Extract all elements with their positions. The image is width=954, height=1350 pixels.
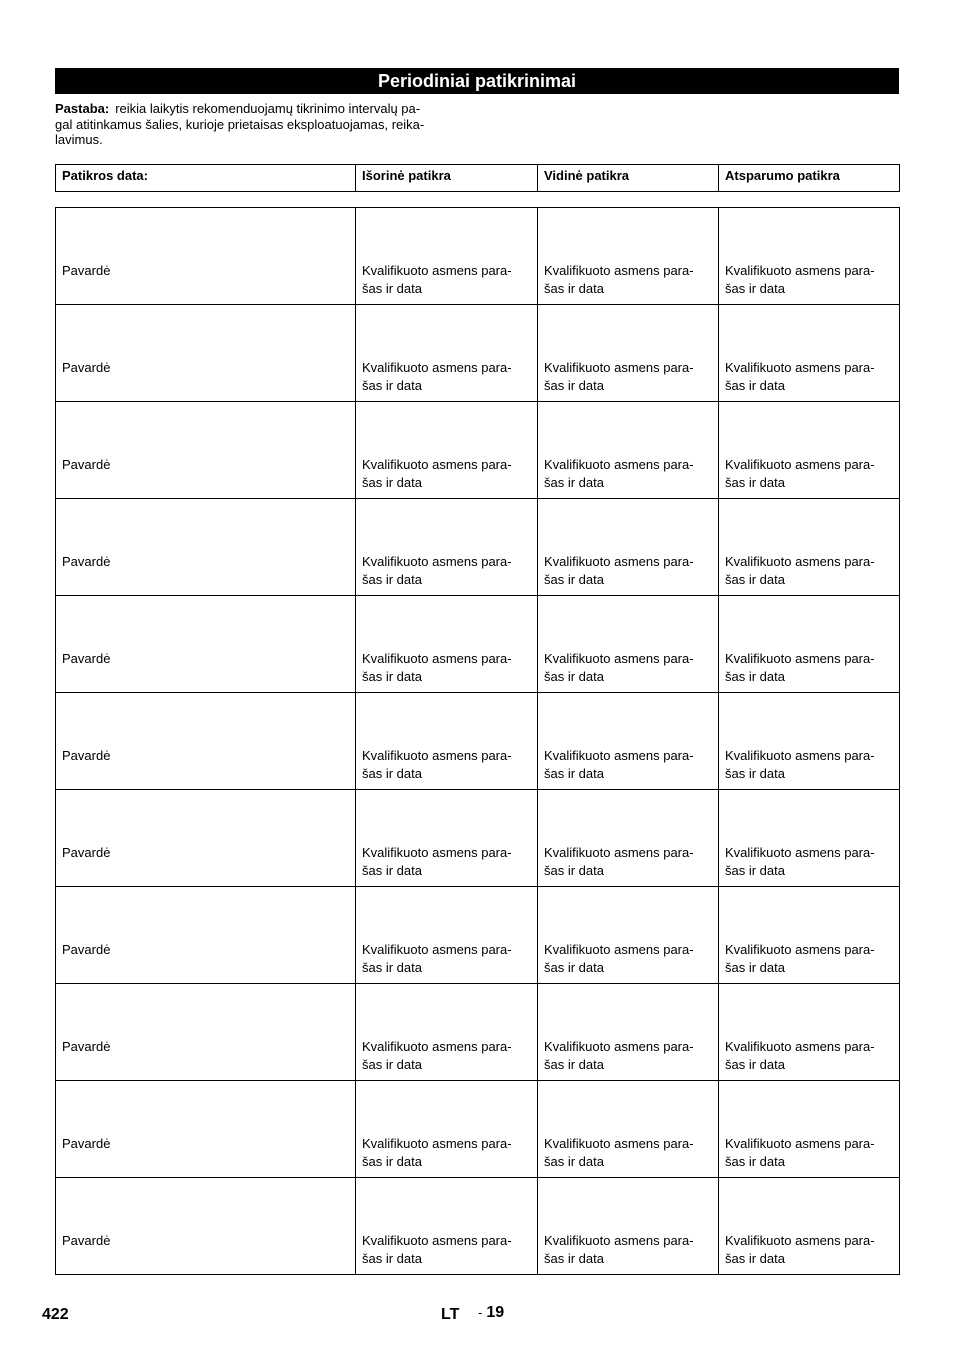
signature-label bbox=[544, 844, 694, 879]
name-cell bbox=[56, 1178, 356, 1274]
internal-signature-cell bbox=[538, 887, 719, 983]
signature-text-line-1: Kvalifikuoto asmens para- bbox=[544, 1233, 694, 1248]
signature-text-line-2: šas ir data bbox=[544, 1153, 604, 1169]
note-line-2: gal atitinkamus šalies, kurioje prietaisas eksploatuojamas, reika- bbox=[55, 116, 425, 132]
internal-signature-cell bbox=[538, 499, 719, 595]
signature-text-line-2: šas ir data bbox=[544, 959, 604, 975]
signature-text-line-1: Kvalifikuoto asmens para- bbox=[362, 263, 512, 278]
signature-text-line-2: šas ir data bbox=[725, 862, 785, 878]
name-label bbox=[62, 262, 110, 280]
name-text: Pavardė bbox=[62, 1233, 111, 1248]
signature-text-line-1: Kvalifikuoto asmens para- bbox=[725, 457, 875, 472]
signature-label bbox=[725, 941, 875, 976]
signature-label bbox=[544, 456, 694, 491]
signature-label bbox=[725, 262, 875, 297]
signature-text-line-2: šas ir data bbox=[362, 571, 422, 587]
note-paragraph bbox=[55, 101, 475, 148]
signature-text-line-1: Kvalifikuoto asmens para- bbox=[725, 1039, 875, 1054]
signature-text-line-1: Kvalifikuoto asmens para- bbox=[362, 942, 512, 957]
signature-label bbox=[362, 1135, 512, 1170]
signature-text-line-1: Kvalifikuoto asmens para- bbox=[362, 1233, 512, 1248]
signature-label bbox=[725, 456, 875, 491]
signature-text-line-2: šas ir data bbox=[725, 377, 785, 393]
resistance-signature-cell bbox=[719, 984, 899, 1080]
table-row bbox=[56, 1178, 899, 1275]
table-row bbox=[56, 402, 899, 499]
signature-text-line-1: Kvalifikuoto asmens para- bbox=[362, 845, 512, 860]
internal-signature-cell bbox=[538, 693, 719, 789]
table-row bbox=[56, 305, 899, 402]
signature-text-line-1: Kvalifikuoto asmens para- bbox=[544, 554, 694, 569]
name-text: Pavardė bbox=[62, 748, 111, 763]
name-cell bbox=[56, 499, 356, 595]
signature-text-line-1: Kvalifikuoto asmens para- bbox=[725, 263, 875, 278]
signature-label bbox=[544, 1038, 694, 1073]
name-cell bbox=[56, 402, 356, 498]
header-date: Patikros data: bbox=[56, 165, 356, 191]
signature-text-line-1: Kvalifikuoto asmens para- bbox=[725, 748, 875, 763]
signature-label bbox=[725, 1232, 875, 1267]
signature-label bbox=[544, 359, 694, 394]
name-label bbox=[62, 359, 110, 377]
name-cell bbox=[56, 887, 356, 983]
signature-label bbox=[362, 844, 512, 879]
signature-text-line-2: šas ir data bbox=[362, 280, 422, 296]
signature-text-line-1: Kvalifikuoto asmens para- bbox=[544, 845, 694, 860]
signature-label bbox=[725, 844, 875, 879]
internal-signature-cell bbox=[538, 305, 719, 401]
signature-text-line-2: šas ir data bbox=[362, 765, 422, 781]
external-signature-cell bbox=[356, 596, 538, 692]
name-text: Pavardė bbox=[62, 942, 111, 957]
table-row bbox=[56, 499, 899, 596]
signature-text-line-2: šas ir data bbox=[362, 1250, 422, 1266]
external-signature-cell bbox=[356, 790, 538, 886]
signature-text-line-2: šas ir data bbox=[362, 474, 422, 490]
signature-label bbox=[544, 747, 694, 782]
internal-signature-cell bbox=[538, 208, 719, 304]
signature-text-line-2: šas ir data bbox=[362, 1153, 422, 1169]
signature-text-line-1: Kvalifikuoto asmens para- bbox=[725, 1233, 875, 1248]
name-cell bbox=[56, 790, 356, 886]
signature-text-line-2: šas ir data bbox=[544, 474, 604, 490]
name-label bbox=[62, 941, 110, 959]
table-row bbox=[56, 208, 899, 305]
signature-text-line-2: šas ir data bbox=[725, 765, 785, 781]
signature-text-line-1: Kvalifikuoto asmens para- bbox=[362, 748, 512, 763]
signature-text-line-1: Kvalifikuoto asmens para- bbox=[725, 554, 875, 569]
page-title: Periodiniai patikrinimai bbox=[55, 68, 899, 94]
signature-label bbox=[362, 1232, 512, 1267]
resistance-signature-cell bbox=[719, 1081, 899, 1177]
signature-text-line-2: šas ir data bbox=[544, 668, 604, 684]
internal-signature-cell bbox=[538, 790, 719, 886]
signature-label bbox=[725, 650, 875, 685]
name-text: Pavardė bbox=[62, 845, 111, 860]
external-signature-cell bbox=[356, 305, 538, 401]
signature-label bbox=[725, 1038, 875, 1073]
note-line-1 bbox=[55, 101, 475, 117]
signature-label bbox=[362, 1038, 512, 1073]
name-label bbox=[62, 456, 110, 474]
name-text: Pavardė bbox=[62, 457, 111, 472]
signature-text-line-1: Kvalifikuoto asmens para- bbox=[544, 263, 694, 278]
table-row bbox=[56, 984, 899, 1081]
resistance-signature-cell bbox=[719, 887, 899, 983]
signature-text-line-1: Kvalifikuoto asmens para- bbox=[725, 360, 875, 375]
resistance-signature-cell bbox=[719, 693, 899, 789]
signature-text-line-1: Kvalifikuoto asmens para- bbox=[544, 748, 694, 763]
signature-text-line-1: Kvalifikuoto asmens para- bbox=[544, 360, 694, 375]
name-text: Pavardė bbox=[62, 1136, 111, 1151]
table-row bbox=[56, 693, 899, 790]
signature-text-line-2: šas ir data bbox=[362, 377, 422, 393]
name-cell bbox=[56, 984, 356, 1080]
external-signature-cell bbox=[356, 984, 538, 1080]
signature-text-line-1: Kvalifikuoto asmens para- bbox=[725, 845, 875, 860]
resistance-signature-cell bbox=[719, 402, 899, 498]
name-label bbox=[62, 553, 110, 571]
signature-text-line-2: šas ir data bbox=[725, 1056, 785, 1072]
sub-page-dash: - bbox=[478, 1305, 483, 1320]
name-text: Pavardė bbox=[62, 554, 111, 569]
signature-text-line-1: Kvalifikuoto asmens para- bbox=[362, 1039, 512, 1054]
internal-signature-cell bbox=[538, 596, 719, 692]
signature-label bbox=[362, 747, 512, 782]
signature-text-line-2: šas ir data bbox=[544, 571, 604, 587]
name-label bbox=[62, 844, 110, 862]
signature-label bbox=[362, 456, 512, 491]
table-row bbox=[56, 1081, 899, 1178]
name-cell bbox=[56, 305, 356, 401]
signature-text-line-2: šas ir data bbox=[362, 959, 422, 975]
resistance-signature-cell bbox=[719, 305, 899, 401]
header-external-check: Išorinė patikra bbox=[356, 165, 538, 191]
signature-text-line-1: Kvalifikuoto asmens para- bbox=[544, 1039, 694, 1054]
signature-label bbox=[725, 747, 875, 782]
signature-text-line-1: Kvalifikuoto asmens para- bbox=[544, 457, 694, 472]
external-signature-cell bbox=[356, 693, 538, 789]
resistance-signature-cell bbox=[719, 208, 899, 304]
table-row bbox=[56, 596, 899, 693]
signature-label bbox=[544, 941, 694, 976]
signature-text-line-1: Kvalifikuoto asmens para- bbox=[725, 651, 875, 666]
signature-text-line-1: Kvalifikuoto asmens para- bbox=[362, 651, 512, 666]
signature-label bbox=[544, 1232, 694, 1267]
internal-signature-cell bbox=[538, 1081, 719, 1177]
signature-text-line-1: Kvalifikuoto asmens para- bbox=[362, 457, 512, 472]
inspection-header-table bbox=[55, 164, 900, 192]
signature-label bbox=[725, 553, 875, 588]
signature-label bbox=[362, 262, 512, 297]
name-cell bbox=[56, 208, 356, 304]
signature-text-line-1: Kvalifikuoto asmens para- bbox=[725, 1136, 875, 1151]
signature-text-line-1: Kvalifikuoto asmens para- bbox=[544, 1136, 694, 1151]
signature-label bbox=[725, 1135, 875, 1170]
name-label bbox=[62, 747, 110, 765]
signature-text-line-2: šas ir data bbox=[725, 668, 785, 684]
signature-text-line-2: šas ir data bbox=[725, 959, 785, 975]
note-label: Pastaba: bbox=[55, 101, 110, 116]
signature-text-line-1: Kvalifikuoto asmens para- bbox=[362, 360, 512, 375]
signature-text-line-2: šas ir data bbox=[544, 765, 604, 781]
note-line-3: lavimus. bbox=[55, 132, 103, 147]
header-resistance-check: Atsparumo patikra bbox=[725, 168, 840, 183]
signature-label bbox=[544, 1135, 694, 1170]
external-signature-cell bbox=[356, 208, 538, 304]
signature-text-line-2: šas ir data bbox=[725, 571, 785, 587]
signature-text-line-2: šas ir data bbox=[725, 1250, 785, 1266]
signature-text-line-2: šas ir data bbox=[544, 377, 604, 393]
name-text: Pavardė bbox=[62, 1039, 111, 1054]
external-signature-cell bbox=[356, 887, 538, 983]
table-row bbox=[56, 887, 899, 984]
name-label bbox=[62, 1038, 110, 1056]
signature-label bbox=[362, 941, 512, 976]
signature-text-line-2: šas ir data bbox=[362, 1056, 422, 1072]
signature-text-line-2: šas ir data bbox=[544, 1250, 604, 1266]
signature-text-line-2: šas ir data bbox=[544, 862, 604, 878]
resistance-signature-cell bbox=[719, 1178, 899, 1274]
signature-label bbox=[725, 359, 875, 394]
signature-text-line-1: Kvalifikuoto asmens para- bbox=[544, 942, 694, 957]
internal-signature-cell bbox=[538, 1178, 719, 1274]
signature-text-line-1: Kvalifikuoto asmens para- bbox=[362, 554, 512, 569]
language-code: LT bbox=[441, 1306, 460, 1323]
sub-page-value: 19 bbox=[486, 1304, 505, 1321]
signature-text-line-1: Kvalifikuoto asmens para- bbox=[544, 651, 694, 666]
signature-label bbox=[544, 650, 694, 685]
internal-signature-cell bbox=[538, 984, 719, 1080]
signature-label bbox=[362, 650, 512, 685]
resistance-signature-cell bbox=[719, 790, 899, 886]
name-label bbox=[62, 1232, 110, 1250]
signature-text-line-1: Kvalifikuoto asmens para- bbox=[725, 942, 875, 957]
signature-text-line-2: šas ir data bbox=[725, 280, 785, 296]
name-label bbox=[62, 1135, 110, 1153]
signature-text-line-2: šas ir data bbox=[362, 862, 422, 878]
page-number: 422 bbox=[42, 1306, 69, 1323]
header-internal-check: Vidinė patikra bbox=[538, 165, 719, 191]
name-text: Pavardė bbox=[62, 360, 111, 375]
signature-text-line-2: šas ir data bbox=[362, 668, 422, 684]
external-signature-cell bbox=[356, 1081, 538, 1177]
inspection-records-table bbox=[55, 207, 900, 1275]
internal-signature-cell bbox=[538, 402, 719, 498]
resistance-signature-cell bbox=[719, 596, 899, 692]
signature-text-line-2: šas ir data bbox=[544, 1056, 604, 1072]
name-text: Pavardė bbox=[62, 263, 111, 278]
signature-text-line-2: šas ir data bbox=[725, 1153, 785, 1169]
signature-text-line-2: šas ir data bbox=[544, 280, 604, 296]
signature-label bbox=[544, 262, 694, 297]
external-signature-cell bbox=[356, 402, 538, 498]
signature-text-line-2: šas ir data bbox=[725, 474, 785, 490]
name-text: Pavardė bbox=[62, 651, 111, 666]
name-cell bbox=[56, 596, 356, 692]
sub-page-number bbox=[478, 1304, 504, 1322]
signature-label bbox=[362, 359, 512, 394]
name-cell bbox=[56, 693, 356, 789]
signature-label bbox=[544, 553, 694, 588]
resistance-signature-cell bbox=[719, 499, 899, 595]
external-signature-cell bbox=[356, 1178, 538, 1274]
name-label bbox=[62, 650, 110, 668]
name-cell bbox=[56, 1081, 356, 1177]
external-signature-cell bbox=[356, 499, 538, 595]
note-text-1: reikia laikytis rekomenduojamų tikrinimo intervalų pa- bbox=[115, 101, 421, 116]
signature-label bbox=[362, 553, 512, 588]
signature-text-line-1: Kvalifikuoto asmens para- bbox=[362, 1136, 512, 1151]
table-row bbox=[56, 790, 899, 887]
